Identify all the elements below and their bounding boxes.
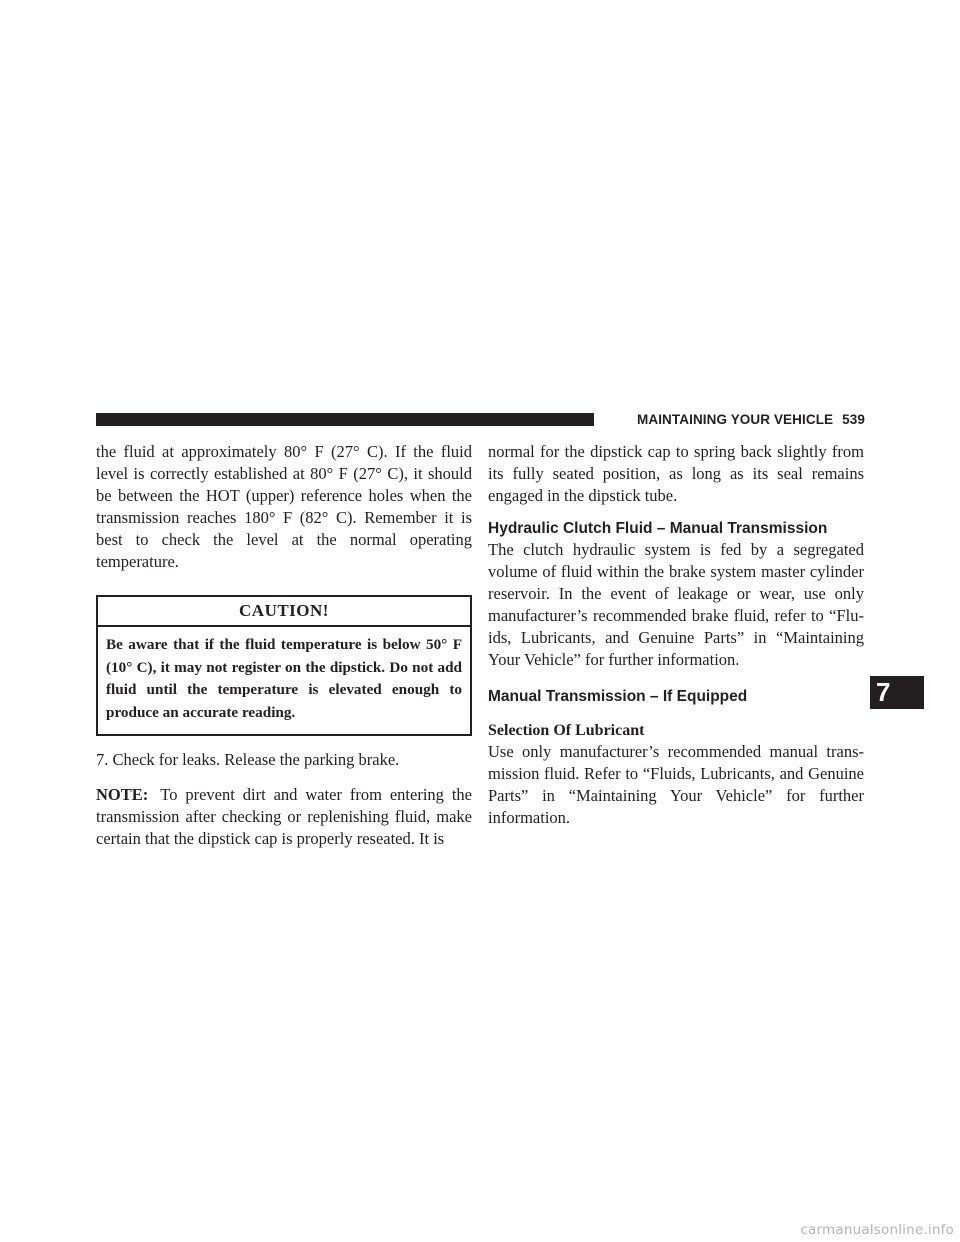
caution-box <box>96 595 472 736</box>
manual-transmission-heading: Manual Transmission – If Equipped <box>488 688 748 705</box>
note-label: NOTE: <box>96 785 149 804</box>
hydraulic-paragraph: The clutch hydraulic system is fed by a segregated volume of fluid within the brake system master cylinder reservoir. In the event of leakage or wear, use only manufacturer’s recommended brake fluid, refer to “Flu-ids, Lubricants, and Genuine Parts” in “Maintaining Your Vehicle” for further information. <box>488 540 864 669</box>
page-number: 539 <box>842 412 865 427</box>
header-rule <box>96 413 594 426</box>
right-column <box>488 441 864 829</box>
section-title: MAINTAINING YOUR VEHICLE <box>637 412 834 427</box>
lubricant-subheading: Selection Of Lubricant <box>488 722 645 739</box>
intro-paragraph: the fluid at approximately 80° F (27° C). If the fluid level is correctly established at 80° F (27° C), it should be between the HOT (upper) reference holes when the transmission reaches 180° F (82° C). Remember it is best to check the level at the normal operating temperature. <box>96 442 472 571</box>
left-column <box>96 441 472 850</box>
note-paragraph <box>96 784 472 850</box>
step-7: 7. Check for leaks. Release the parking brake. <box>96 750 400 769</box>
continued-paragraph: normal for the dipstick cap to spring back slightly from its fully seated position, as long as its seal remains engaged in the dipstick tube. <box>488 442 864 505</box>
note-text: To prevent dirt and water from entering the transmission after checking or replenishing fluid, make certain that the dipstick cap is properly reseated. It is <box>96 785 472 848</box>
watermark: carmanualsonline.info <box>800 1222 954 1238</box>
chapter-tab: 7 <box>870 676 924 709</box>
lubricant-paragraph: Use only manufacturer’s recommended manual trans-mission fluid. Refer to “Fluids, Lubricants, and Genuine Parts” in “Maintaining Your Vehicle” for further information. <box>488 742 864 827</box>
running-header <box>607 412 865 428</box>
caution-text: Be aware that if the fluid temperature is below 50° F (10° C), it may not register on the dipstick. Do not add fluid until the temperature is elevated enough to produce an accurate reading. <box>106 636 462 721</box>
hydraulic-clutch-heading: Hydraulic Clutch Fluid – Manual Transmission <box>488 520 828 537</box>
caution-title: CAUTION! <box>98 597 470 627</box>
